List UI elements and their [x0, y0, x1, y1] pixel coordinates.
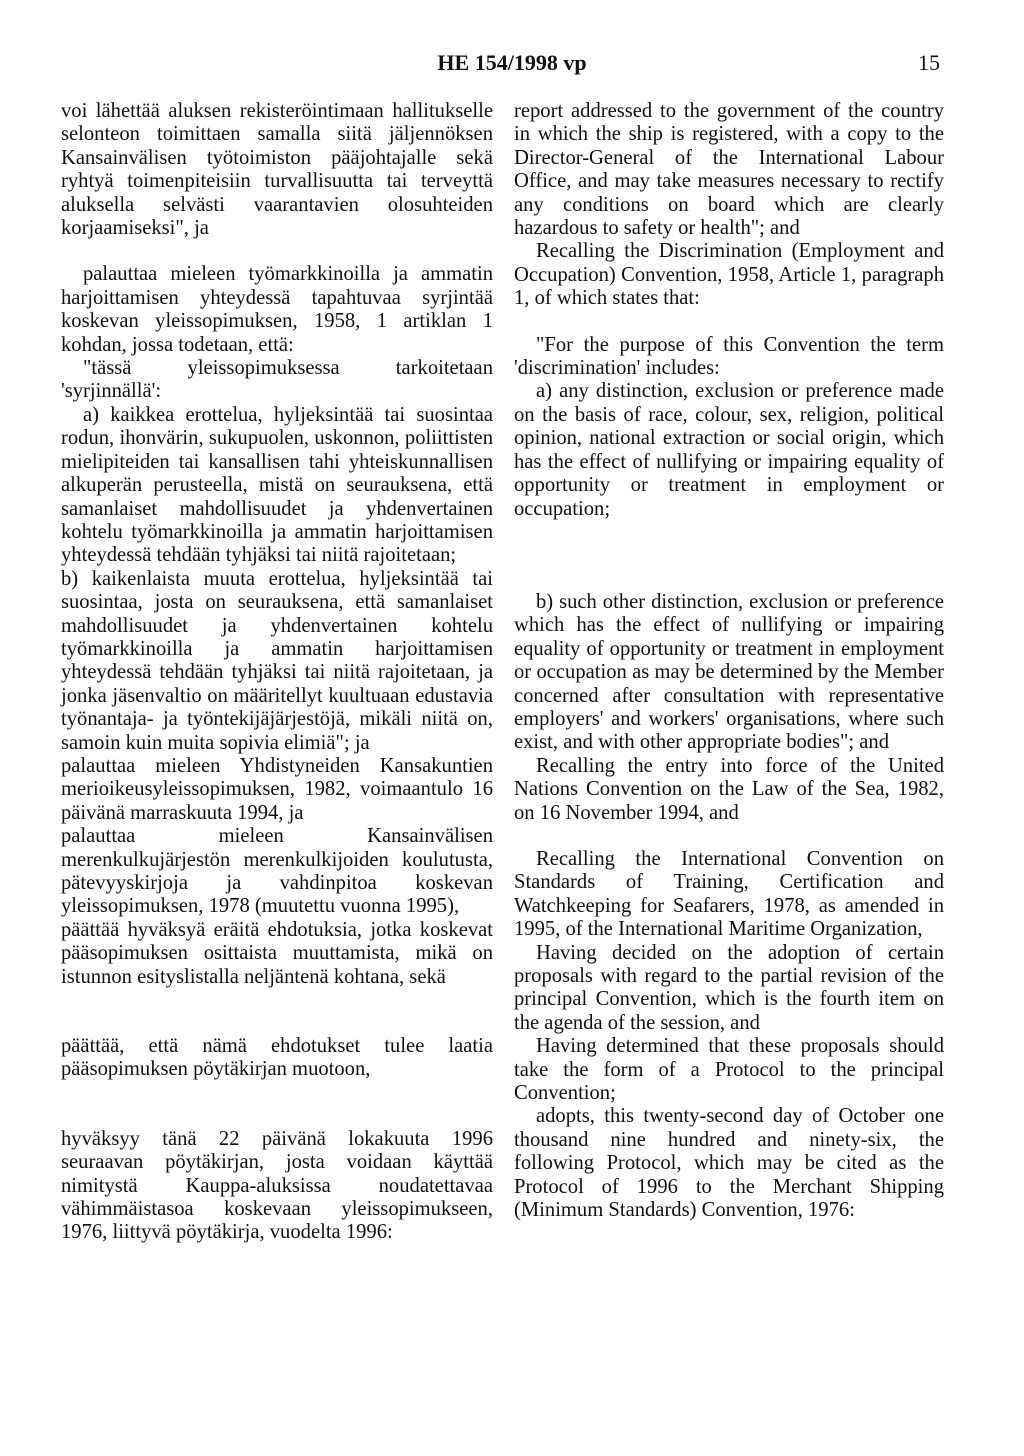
- right-paragraph: Having determined that these proposals should take the form of a Protocol to the principal Convention;: [514, 1035, 944, 1105]
- right-paragraph: b) such other distinction, exclusion or preference which has the effect of nullifying or impairing equality of opportunity or treatment in employment or occupation as may be determined by the Member concerned after consultation with representative employers' and workers' organisations, where such exist, and with other appropriate bodies"; and: [514, 590, 944, 754]
- right-paragraph: Recalling the Discrimination (Employment and Occupation) Convention, 1958, Article 1, paragraph 1, of which states that:: [514, 240, 944, 310]
- page-number: 15: [918, 50, 940, 75]
- right-paragraph: Recalling the International Convention on Standards of Training, Certification and Watchkeeping for Seafarers, 1978, as amended in 1995, of the International Maritime Organization,: [514, 847, 944, 941]
- finnish-text-column: [61, 100, 493, 1245]
- right-paragraph: Having decided on the adoption of certain proposals with regard to the partial revision of the principal Convention, which is the fourth item on the agenda of the session, and: [514, 941, 944, 1034]
- right-paragraph: report addressed to the government of the country in which the ship is registered, with a copy to the Director-General of the International Labour Office, and may take measures necessary to rectify any conditions on board which are clearly hazardous to safety or health"; and: [514, 100, 944, 240]
- right-paragraph: a) any distinction, exclusion or preference made on the basis of race, colour, sex, religion, political opinion, national extraction or social origin, which has the effect of nullifying or impairing equality of opportunity or treatment in employment or occupation;: [514, 380, 944, 520]
- left-paragraph: palauttaa mieleen Yhdistyneiden Kansakuntien merioikeusyleissopimuksen, 1982, voimaantulo 16 päivänä marraskuuta 1994, ja: [61, 754, 493, 824]
- left-paragraph: päättää hyväksyä eräitä ehdotuksia, jotka koskevat pääsopimuksen osittaista muuttamista, mikä on istunnon esityslistalla neljäntenä kohtana, sekä: [61, 918, 493, 988]
- left-paragraph: a) kaikkea erottelua, hyljeksintää tai suosintaa rodun, ihonvärin, sukupuolen, uskonnon, poliittisten mielipiteiden tai kansallisen tahi yhteiskunnallisen alkuperän perusteella, mistä on seurauksena, että samanlaiset mahdollisuudet ja yhdenvertainen kohtelu työmarkkinoilla ja ammatin harjoittamisen yhteydessä tehdään tyhjäksi tai niitä rajoitetaan;: [61, 403, 493, 567]
- left-paragraph: voi lähettää aluksen rekisteröintimaan hallitukselle selonteon toimittaen samalla siitä jäljennöksen Kansainvälisen työtoimiston pääjohtajalle sekä ryhtyä toimenpiteisiin turvallisuutta tai terveyttä aluksella selvästi vaarantavien olosuhteiden korjaamiseksi", ja: [61, 100, 493, 240]
- right-paragraph: adopts, this twenty-second day of October one thousand nine hundred and ninety-six, the following Protocol, which may be cited as the Protocol of 1996 to the Merchant Shipping (Minimum Standards) Convention, 1976:: [514, 1105, 944, 1222]
- left-paragraph: päättää, että nämä ehdotukset tulee laatia pääsopimuksen pöytäkirjan muotoon,: [61, 1035, 493, 1081]
- left-paragraph: palauttaa mieleen työmarkkinoilla ja ammatin harjoittamisen yhteydessä tapahtuvaa syrjintää koskevan yleissopimuksen, 1958, 1 artiklan 1 kohdan, jossa todetaan, että:: [61, 263, 493, 356]
- right-paragraph: "For the purpose of this Convention the term 'discrimination' includes:: [514, 333, 944, 380]
- left-paragraph: hyväksyy tänä 22 päivänä lokakuuta 1996 seuraavan pöytäkirjan, josta voidaan käyttää nimitystä Kauppa-aluksissa noudatettavaa vähimmäistasoa koskevaan yleissopimukseen, 1976, liittyvä pöytäkirja, vuodelta 1996:: [61, 1127, 493, 1244]
- left-paragraph: palauttaa mieleen Kansainvälisen merenkulkujärjestön merenkulkijoiden koulutusta, pätevyyskirjoja ja vahdinpitoa koskevan yleissopimuksen, 1978 (muutettu vuonna 1995),: [61, 825, 493, 918]
- right-paragraph: Recalling the entry into force of the United Nations Convention on the Law of the Sea, 1982, on 16 November 1994, and: [514, 754, 944, 824]
- left-paragraph: "tässä yleissopimuksessa tarkoitetaan 'syrjinnällä':: [61, 357, 493, 403]
- page-header: [0, 48, 1024, 78]
- english-text-column: [514, 100, 944, 1222]
- left-paragraph: b) kaikenlaista muuta erottelua, hyljeksintää tai suosintaa, josta on seurauksena, että samanlaiset mahdollisuudet ja yhdenvertainen kohtelu työmarkkinoilla ja ammatin harjoittamisen yhteydessä tehdään tyhjäksi tai niitä rajoitetaan, ja jonka jäsenvaltio on määritellyt kuultuaan edustavia työnantaja- ja työntekijäjärjestöjä, mikäli niitä on, samoin kuin muita sopivia elimiä"; ja: [61, 567, 493, 754]
- document-reference: HE 154/1998 vp: [437, 50, 587, 75]
